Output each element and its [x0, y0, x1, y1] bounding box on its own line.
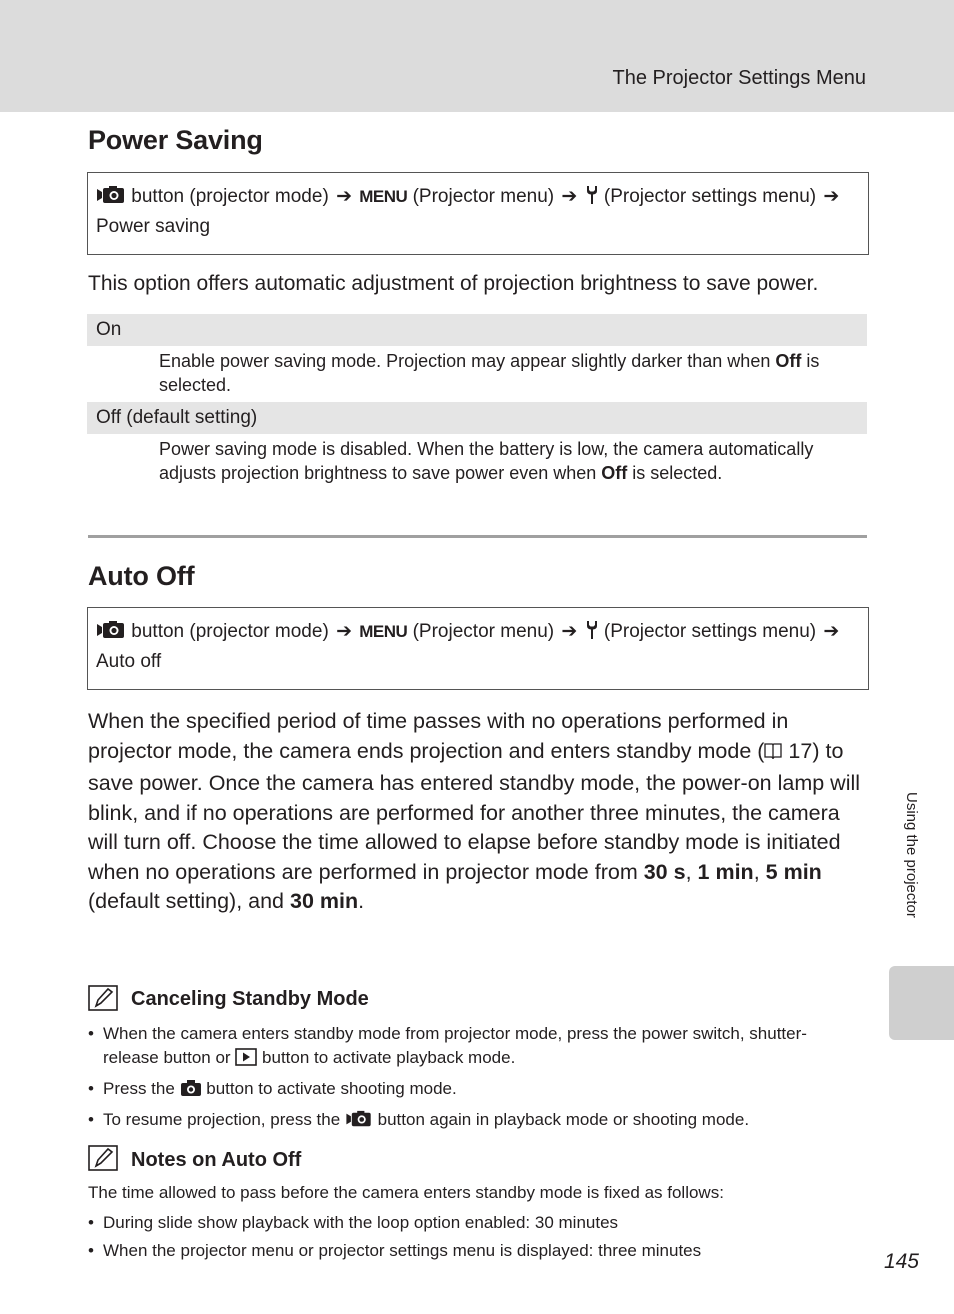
nav-part4: Auto off — [96, 651, 162, 672]
power-saving-intro: This option offers automatic adjustment of projection brightness to save power. — [88, 272, 819, 295]
arrow-icon: ➔ — [823, 621, 840, 642]
projector-camera-icon — [96, 185, 126, 213]
arrow-icon: ➔ — [561, 186, 578, 207]
nav-part1: button (projector mode) — [131, 621, 329, 642]
power-saving-heading: Power Saving — [88, 125, 263, 155]
menu-button-icon: MENU — [359, 622, 408, 641]
nav-part1: button (projector mode) — [131, 186, 329, 207]
section-divider — [88, 535, 867, 538]
option-desc-on — [159, 349, 859, 397]
list-text: button to activate playback mode. — [257, 1048, 516, 1067]
option-label: On — [96, 319, 122, 340]
note-canceling-title: Canceling Standby Mode — [131, 988, 369, 1010]
option-5min: 5 min — [765, 859, 822, 884]
note-pencil-icon — [88, 985, 118, 1011]
arrow-icon: ➔ — [336, 621, 352, 642]
sidebar-chapter-label: Using the projector — [903, 792, 920, 918]
option-row-off — [87, 402, 867, 434]
nav-part2: (Projector menu) — [412, 621, 555, 642]
page-number: 145 — [883, 1250, 919, 1273]
list-item — [88, 1022, 848, 1073]
desc-bold: Off — [775, 351, 802, 371]
desc-bold: Off — [601, 463, 628, 483]
wrench-icon — [585, 620, 599, 648]
desc-text: Enable power saving mode. Projection may appear slightly darker than when — [159, 351, 776, 371]
running-header: The Projector Settings Menu — [612, 67, 866, 89]
desc-text: is selected. — [627, 463, 723, 483]
projector-camera-icon — [96, 620, 126, 648]
shooting-camera-icon — [180, 1079, 202, 1104]
wrench-icon — [585, 185, 599, 213]
para-text: . — [358, 889, 365, 913]
option-desc-off — [159, 437, 859, 485]
nav-part2: (Projector menu) — [412, 186, 555, 207]
note-auto-off-list — [88, 1211, 848, 1267]
para-text: (default setting), and — [88, 889, 290, 913]
desc-text: Power saving mode is disabled. When the battery is low, the camera automatically adjusts projection brightness to save power even when — [159, 439, 814, 483]
list-item — [88, 1108, 848, 1135]
arrow-icon: ➔ — [823, 186, 840, 207]
desc-text: is selected. — [159, 351, 820, 395]
note-auto-off-title: Notes on Auto Off — [131, 1149, 302, 1171]
list-text: Press the — [103, 1079, 180, 1098]
note-pencil-icon — [88, 1145, 118, 1171]
arrow-icon: ➔ — [561, 621, 578, 642]
book-reference-icon — [764, 740, 782, 770]
nav-part4: Power saving — [96, 216, 211, 237]
option-1min: 1 min — [697, 859, 754, 884]
para-text: ) to save power. Once the camera has entered standby mode, the power-on lamp will blink, and if no operations are performed for another three minutes, the camera will turn off. Choose the time allowed to elapse before standby mode is initiated when no operations are performed in projector mode from — [88, 738, 861, 884]
note-canceling-list — [88, 1022, 848, 1139]
header-band — [0, 0, 954, 112]
nav-part3: (Projector settings menu) — [603, 621, 817, 642]
option-row-on — [87, 314, 867, 346]
option-label: Off (default setting) — [96, 407, 258, 428]
auto-off-heading: Auto Off — [88, 561, 195, 591]
list-text: button to activate shooting mode. — [201, 1079, 457, 1098]
list-item — [88, 1077, 848, 1104]
page-reference: 17 — [788, 738, 813, 763]
para-text: When the specified period of time passes with no operations performed in projector mode, the camera ends projection and enters standby mode ( — [88, 709, 789, 763]
auto-off-nav-path — [87, 607, 869, 690]
arrow-icon: ➔ — [336, 186, 352, 207]
para-sep: , — [753, 859, 766, 884]
auto-off-description — [88, 707, 868, 917]
note-auto-off-intro: The time allowed to pass before the camera enters standby mode is fixed as follows: — [88, 1183, 724, 1202]
list-text: button again in playback mode or shooting mode. — [372, 1110, 750, 1129]
list-text: When the camera enters standby mode from projector mode, press the power switch, shutter-release button or — [103, 1024, 807, 1067]
para-sep: , — [685, 859, 698, 884]
list-item: • When the projector menu or projector settings menu is displayed: three minutes — [88, 1239, 848, 1263]
nav-part3: (Projector settings menu) — [603, 186, 817, 207]
list-text: To resume projection, press the — [103, 1110, 345, 1129]
power-saving-nav-path — [87, 172, 869, 255]
option-30min: 30 min — [289, 889, 359, 913]
option-30s: 30 s — [643, 859, 686, 884]
chapter-tab — [889, 966, 954, 1040]
projector-camera-icon — [345, 1110, 373, 1135]
menu-button-icon: MENU — [359, 187, 408, 206]
list-item: • During slide show playback with the loop option enabled: 30 minutes — [88, 1211, 848, 1235]
playback-button-icon — [235, 1048, 257, 1073]
